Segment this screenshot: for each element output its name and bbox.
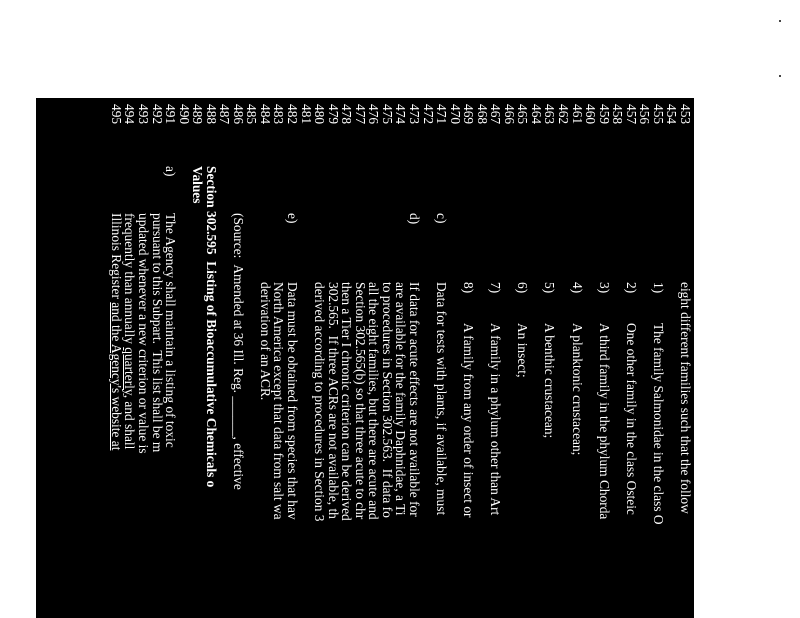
line-number: 459 — [596, 104, 612, 125]
list-marker: 3) — [596, 282, 612, 294]
document-line — [489, 98, 503, 618]
line-number: 457 — [623, 104, 639, 125]
list-marker: 8) — [461, 282, 477, 294]
line-number: 492 — [149, 104, 165, 125]
line-number: 491 — [163, 104, 179, 125]
line-number: 453 — [678, 104, 693, 125]
document-line — [665, 98, 679, 618]
amended-text: and the Agency's website at — [108, 302, 124, 451]
line-number: 469 — [461, 104, 477, 125]
line-text: A planktonic crustacean; — [569, 323, 585, 456]
document-line — [543, 98, 557, 618]
line-text: derived according to procedures in Section 3 — [312, 282, 328, 522]
line-number: 471 — [434, 104, 450, 125]
line-number: 475 — [379, 104, 395, 125]
line-number: 480 — [312, 104, 328, 125]
line-text: Illinois Register and the Agency's website at — [108, 213, 124, 451]
line-text: updated whenever a new criterion or value is — [136, 213, 151, 454]
line-text: pursuant to this Subpart. This list shall be m — [149, 213, 165, 453]
line-number: 462 — [556, 104, 572, 125]
line-text: North America except that data from salt wa — [271, 282, 287, 520]
document-text-block — [36, 98, 694, 618]
document-line — [177, 98, 191, 618]
line-text: One other family in the class Osteic — [623, 323, 639, 515]
document-line — [502, 98, 516, 618]
document-line — [421, 98, 435, 618]
line-text: Data must be obtained from species that hav — [285, 282, 301, 520]
line-text: If data for acute effects are not available for — [407, 282, 422, 517]
line-number: 461 — [569, 104, 585, 125]
line-text: The Agency shall maintain a listing of toxic — [163, 213, 179, 448]
line-text: An insect; — [515, 323, 531, 378]
document-line — [326, 98, 340, 618]
line-number: 489 — [190, 104, 206, 125]
line-number: 483 — [271, 104, 287, 125]
amended-text: quarterly — [122, 347, 138, 395]
line-number: 488 — [203, 104, 219, 125]
line-number: 477 — [352, 104, 368, 125]
document-line — [164, 98, 178, 618]
document-line — [313, 98, 327, 618]
line-number: 478 — [339, 104, 355, 125]
document-line — [150, 98, 164, 618]
line-number: 490 — [176, 104, 192, 125]
line-number: 468 — [474, 104, 490, 125]
line-number: 466 — [501, 104, 517, 125]
line-number: 460 — [583, 104, 599, 125]
line-number: 465 — [515, 104, 531, 125]
line-text: Data for tests with plants, if available, must — [434, 282, 450, 516]
document-line — [204, 98, 218, 618]
scan-speck — [779, 75, 781, 77]
line-text: eight different families such that the follow — [678, 282, 693, 514]
line-number: 487 — [217, 104, 233, 125]
line-number: 484 — [257, 104, 273, 125]
line-number: 467 — [488, 104, 504, 125]
document-line — [258, 98, 272, 618]
line-number: 463 — [542, 104, 558, 125]
line-number: 479 — [325, 104, 341, 125]
list-marker: e) — [285, 213, 301, 224]
line-text: frequently than annually quarterly, and shall — [122, 213, 138, 450]
document-line — [299, 98, 313, 618]
scan-speck — [779, 20, 781, 22]
document-line — [611, 98, 625, 618]
document-line — [651, 98, 665, 618]
line-number: 494 — [122, 104, 138, 125]
list-marker: 6) — [515, 282, 531, 294]
list-marker: 4) — [569, 282, 585, 294]
document-line — [557, 98, 571, 618]
section-heading: Section 302.595 Listing of Bioaccumulative Chemicals o — [203, 166, 219, 488]
document-line — [435, 98, 449, 618]
document-line — [584, 98, 598, 618]
line-text: Section 302.565(b) so that three acute to chr — [352, 282, 368, 520]
line-number: 493 — [136, 104, 151, 125]
line-text: A third family in the phylum Chorda — [596, 323, 612, 520]
line-number: 486 — [230, 104, 246, 125]
document-line — [529, 98, 543, 618]
document-line — [638, 98, 652, 618]
section-heading: Values — [190, 166, 206, 204]
line-number: 454 — [664, 104, 680, 125]
line-number: 470 — [447, 104, 463, 125]
line-text: are available for the family Daphnidae, a Ti — [393, 282, 409, 516]
line-number: 495 — [108, 104, 124, 125]
list-marker: c) — [434, 213, 450, 224]
list-marker: a) — [163, 166, 179, 177]
document-line — [191, 98, 205, 618]
line-text: to procedures in Section 302.563. If data fo — [379, 282, 395, 518]
line-text: 302.565. If three ACRs are not available, th — [325, 282, 341, 519]
line-number: 476 — [366, 104, 382, 125]
document-line — [624, 98, 638, 618]
line-text: (Source: Amended at 36 Ill. Reg. ______, effective — [230, 213, 246, 490]
document-line — [123, 98, 137, 618]
line-number: 485 — [244, 104, 260, 125]
document-line — [367, 98, 381, 618]
document-line — [136, 98, 150, 618]
line-text: The family Salmonidae in the class O — [650, 323, 666, 525]
line-text: then a Tier I chronic criterion can be derived — [339, 282, 355, 521]
rotated-document-page — [36, 98, 694, 618]
list-marker: 7) — [488, 282, 504, 294]
line-number: 455 — [650, 104, 666, 125]
line-text: all the eight families, but there are acute and — [366, 282, 382, 520]
line-number: 482 — [285, 104, 301, 125]
line-number: 473 — [407, 104, 422, 125]
line-number: 464 — [528, 104, 544, 125]
document-line — [475, 98, 489, 618]
document-line — [394, 98, 408, 618]
line-text: derivation of an ACR. — [257, 282, 273, 401]
document-line — [353, 98, 367, 618]
document-line — [516, 98, 530, 618]
list-marker: 2) — [623, 282, 639, 294]
document-line — [678, 98, 692, 618]
document-line — [272, 98, 286, 618]
document-line — [448, 98, 462, 618]
document-line — [462, 98, 476, 618]
list-marker: d) — [407, 213, 422, 225]
document-line — [218, 98, 232, 618]
document-line — [245, 98, 259, 618]
list-marker: 5) — [542, 282, 558, 294]
document-line — [570, 98, 584, 618]
line-number: 472 — [420, 104, 436, 125]
document-line — [286, 98, 300, 618]
document-line — [407, 98, 421, 618]
document-line — [109, 98, 123, 618]
line-text: A family in a phylum other than Art — [488, 323, 504, 516]
document-line — [380, 98, 394, 618]
line-number: 456 — [637, 104, 653, 125]
document-line — [340, 98, 354, 618]
line-number: 474 — [393, 104, 409, 125]
line-number: 458 — [610, 104, 626, 125]
line-text: A benthic crustacean; — [542, 323, 558, 439]
line-text: A family from any order of insect or — [461, 323, 477, 518]
document-line — [597, 98, 611, 618]
line-number: 481 — [298, 104, 314, 125]
list-marker: 1) — [650, 282, 666, 294]
document-line — [231, 98, 245, 618]
